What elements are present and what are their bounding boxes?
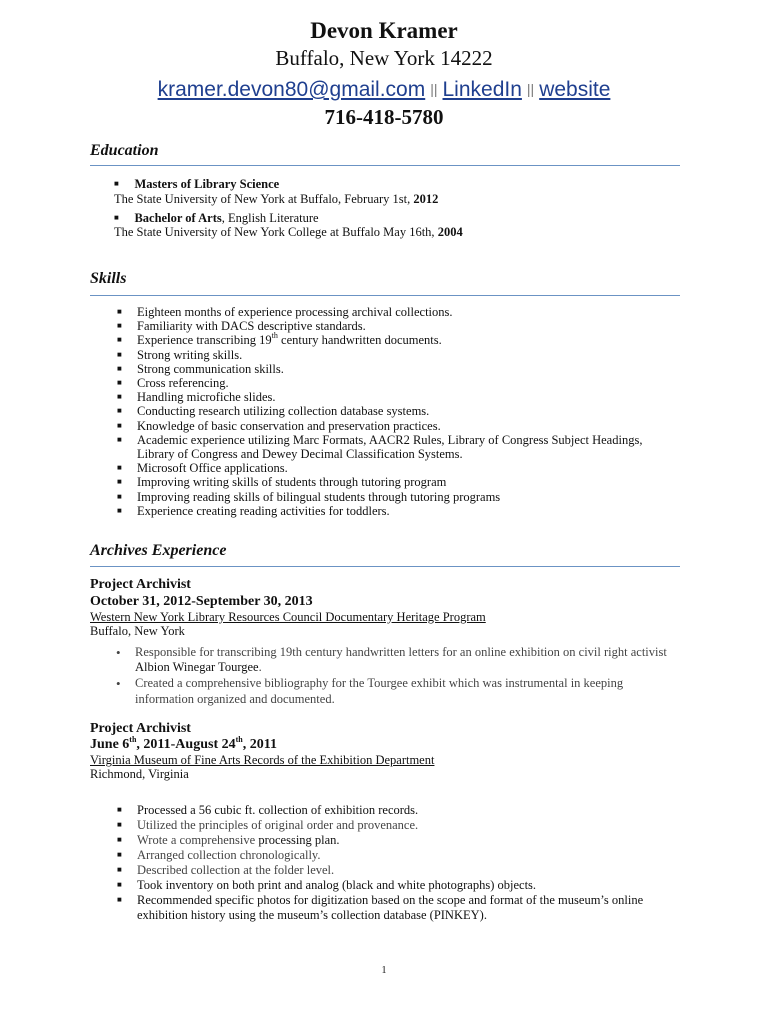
education-heading: Education bbox=[90, 142, 159, 159]
date-suffix: th bbox=[129, 735, 137, 744]
degree-field: , English Literature bbox=[221, 211, 319, 225]
job-duties-list bbox=[114, 645, 674, 708]
dot-bullet-icon: • bbox=[116, 645, 121, 660]
list-item bbox=[114, 803, 674, 818]
page-number: 1 bbox=[381, 965, 387, 976]
date-text: June 6 bbox=[90, 737, 130, 752]
skill-text: Eighteen months of experience processing archival collections. bbox=[137, 305, 453, 319]
list-item bbox=[114, 818, 674, 833]
skill-text: Strong communication skills. bbox=[137, 361, 284, 376]
square-bullet-icon: ■ bbox=[117, 820, 122, 829]
date-text: , 2011 bbox=[242, 737, 277, 752]
list-item bbox=[114, 504, 654, 518]
list-item bbox=[114, 676, 674, 706]
skill-text: Improving writing skills of students through tutoring program bbox=[137, 475, 447, 490]
degree-name: Bachelor of Arts bbox=[134, 211, 222, 225]
job-dates: October 31, 2012-September 30, 2013 bbox=[90, 594, 313, 609]
skill-text: Experience creating reading activities for toddlers. bbox=[137, 503, 390, 518]
square-bullet-icon: ■ bbox=[117, 406, 122, 416]
list-item bbox=[114, 863, 674, 878]
education-item bbox=[114, 211, 319, 226]
square-bullet-icon: ■ bbox=[117, 335, 122, 345]
archives-heading: Archives Experience bbox=[90, 542, 227, 559]
list-item bbox=[114, 833, 674, 848]
square-bullet-icon: ■ bbox=[117, 850, 122, 859]
duty-text: Processed a 56 cubic ft. collection of exhibition records. bbox=[137, 803, 419, 817]
list-item bbox=[114, 333, 654, 347]
skill-text: Academic experience utilizing Marc Formats, AACR2 Rules, Library of Congress Subject Headings, Library of Congress and Dewey Decimal Classification Systems. bbox=[137, 432, 643, 462]
dot-bullet-icon: • bbox=[116, 676, 121, 692]
date-text: , 2011-August 24 bbox=[136, 737, 236, 752]
duty-text: Responsible for transcribing 19th century handwritten letters for an online exhibition on civil right activist Albion Winegar Tourgee. bbox=[135, 645, 667, 675]
graduation-year: 2004 bbox=[437, 225, 463, 239]
square-bullet-icon: ■ bbox=[114, 179, 119, 188]
list-item bbox=[114, 461, 654, 475]
square-bullet-icon: ■ bbox=[117, 392, 122, 402]
square-bullet-icon: ■ bbox=[117, 805, 122, 814]
section-divider bbox=[90, 165, 680, 166]
resume-header bbox=[0, 18, 768, 130]
list-item bbox=[114, 348, 654, 362]
section-divider bbox=[90, 295, 680, 296]
square-bullet-icon: ■ bbox=[117, 363, 122, 373]
skill-text: Handling microfiche slides. bbox=[137, 390, 276, 405]
job-title: Project Archivist bbox=[90, 577, 191, 592]
skill-text: Improving reading skills of bilingual students through tutoring programs bbox=[137, 489, 501, 504]
degree-name: Masters of Library Science bbox=[134, 177, 280, 191]
skill-text: Microsoft Office applications. bbox=[137, 461, 288, 476]
website-link[interactable]: website bbox=[539, 78, 611, 101]
skills-heading: Skills bbox=[90, 270, 127, 287]
square-bullet-icon: ■ bbox=[117, 477, 122, 487]
square-bullet-icon: ■ bbox=[117, 349, 122, 359]
square-bullet-icon: ■ bbox=[117, 895, 122, 904]
duty-text: Created a comprehensive bibliography for the Tourgee exhibit which was instrumental in keeping information organized and documented. bbox=[135, 676, 624, 706]
square-bullet-icon: ■ bbox=[117, 491, 122, 501]
duty-text: Utilized the principles of original order and provenance. bbox=[137, 818, 419, 832]
list-item bbox=[114, 390, 654, 404]
education-detail bbox=[114, 225, 463, 240]
square-bullet-icon: ■ bbox=[117, 420, 122, 430]
skills-list bbox=[114, 305, 654, 518]
list-item bbox=[114, 645, 674, 675]
contact-separator: || bbox=[526, 81, 535, 97]
job-location: Buffalo, New York bbox=[90, 624, 185, 638]
skill-text: Cross referencing. bbox=[137, 376, 229, 391]
duty-text: Took inventory on both print and analog (black and white photographs) objects. bbox=[137, 878, 537, 892]
skill-text: Knowledge of basic conservation and preservation practices. bbox=[137, 418, 441, 433]
list-item bbox=[114, 376, 654, 390]
skill-text: Conducting research utilizing collection database systems. bbox=[137, 404, 430, 419]
contact-separator: || bbox=[430, 81, 438, 97]
square-bullet-icon: ■ bbox=[117, 434, 122, 444]
skill-text: Experience transcribing 19th century handwritten documents. bbox=[137, 331, 442, 348]
education-item bbox=[114, 177, 279, 192]
square-bullet-icon: ■ bbox=[117, 307, 122, 316]
list-item bbox=[114, 433, 654, 461]
job-dates bbox=[90, 737, 277, 753]
duty-text: Arranged collection chronologically. bbox=[137, 848, 321, 862]
linkedin-link[interactable]: LinkedIn bbox=[442, 78, 522, 101]
job-duties-list bbox=[114, 803, 674, 923]
job-organization: Western New York Library Resources Council Documentary Heritage Program bbox=[90, 610, 486, 624]
skill-text: Strong writing skills. bbox=[137, 347, 243, 362]
list-item bbox=[114, 362, 654, 376]
list-item bbox=[114, 404, 654, 418]
square-bullet-icon: ■ bbox=[117, 321, 122, 331]
square-bullet-icon: ■ bbox=[117, 378, 122, 388]
section-divider bbox=[90, 566, 680, 567]
email-link[interactable]: kramer.devon80@gmail.com bbox=[157, 78, 426, 101]
list-item bbox=[114, 893, 674, 923]
square-bullet-icon: ■ bbox=[117, 880, 122, 889]
job-organization: Virginia Museum of Fine Arts Records of the Exhibition Department bbox=[90, 753, 435, 767]
duty-text: Described collection at the folder level. bbox=[137, 863, 335, 877]
square-bullet-icon: ■ bbox=[117, 463, 122, 473]
list-item bbox=[114, 319, 654, 333]
candidate-address: Buffalo, New York 14222 bbox=[275, 46, 493, 70]
candidate-phone: 716-418-5780 bbox=[324, 105, 444, 129]
list-item bbox=[114, 848, 674, 863]
square-bullet-icon: ■ bbox=[114, 213, 119, 222]
job-location: Richmond, Virginia bbox=[90, 767, 189, 781]
list-item bbox=[114, 878, 674, 893]
candidate-name: Devon Kramer bbox=[310, 18, 458, 43]
list-item bbox=[114, 490, 654, 504]
skill-text: Familiarity with DACS descriptive standards. bbox=[137, 319, 366, 334]
graduation-year: 2012 bbox=[413, 192, 439, 206]
square-bullet-icon: ■ bbox=[117, 505, 122, 515]
job-title: Project Archivist bbox=[90, 721, 191, 736]
duty-text: Wrote a comprehensive processing plan. bbox=[137, 833, 340, 847]
contact-links bbox=[0, 76, 768, 103]
list-item bbox=[114, 419, 654, 433]
institution-text: The State University of New York College at Buffalo May 16th, bbox=[114, 225, 438, 239]
date-suffix: th bbox=[235, 735, 243, 744]
duty-text: Recommended specific photos for digitization based on the scope and format of the museum’s online exhibition history using the museum’s collection database (PINKEY). bbox=[137, 893, 644, 922]
list-item bbox=[114, 305, 654, 319]
square-bullet-icon: ■ bbox=[117, 835, 122, 844]
list-item bbox=[114, 475, 654, 489]
education-detail bbox=[114, 192, 438, 207]
institution-text: The State University of New York at Buffalo, February 1st, bbox=[114, 192, 414, 206]
square-bullet-icon: ■ bbox=[117, 865, 122, 874]
